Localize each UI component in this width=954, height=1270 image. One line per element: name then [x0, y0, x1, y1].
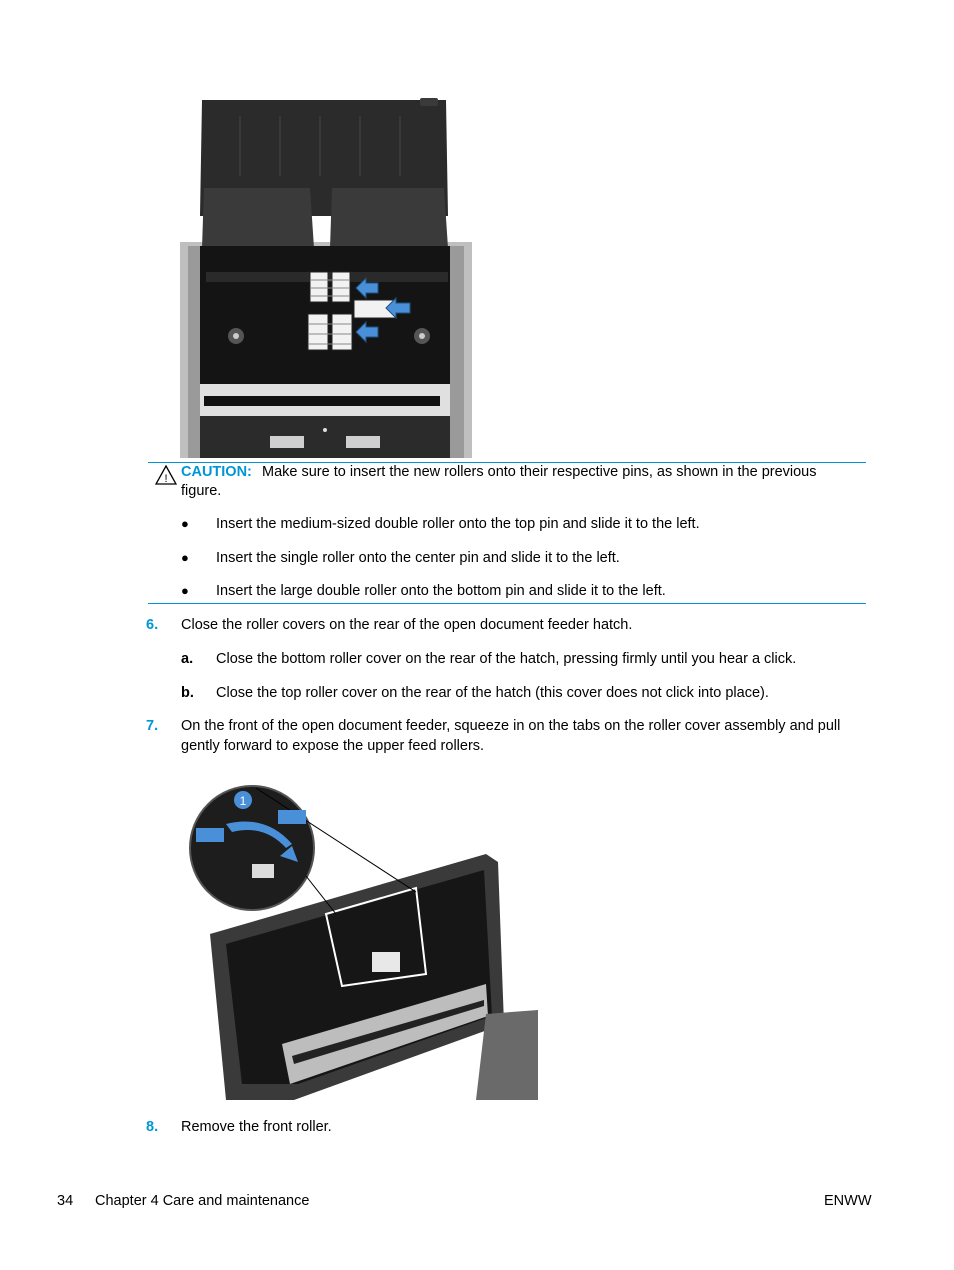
substep-text: Close the bottom roller cover on the rear of the hatch, pressing firmly until you hear a click.	[216, 651, 797, 667]
substep-label: b.	[181, 685, 194, 701]
step-text-continued: gently forward to expose the upper feed rollers.	[181, 738, 485, 754]
bullet-icon: ●	[181, 516, 189, 531]
svg-text:!: !	[164, 473, 168, 485]
warning-triangle-icon	[155, 465, 177, 485]
step-number: 8.	[146, 1119, 159, 1135]
page-number: 34	[57, 1193, 74, 1209]
caution-text: Make sure to insert the new rollers onto their respective pins, as shown in the previous	[262, 464, 817, 480]
caution-bullet-1: Insert the medium-sized double roller onto the top pin and slide it to the left.	[216, 516, 700, 532]
step-text: Close the roller covers on the rear of the open document feeder hatch.	[181, 617, 633, 633]
roller-insertion-figure	[180, 96, 472, 458]
step-number: 6.	[146, 617, 159, 633]
footer-right-label: ENWW	[824, 1193, 872, 1209]
caution-text-continued: figure.	[181, 483, 222, 499]
substep-label: a.	[181, 651, 194, 667]
caution-bullet-3: Insert the large double roller onto the bottom pin and slide it to the left.	[216, 583, 666, 599]
caution-bullet-2: Insert the single roller onto the center pin and slide it to the left.	[216, 550, 620, 566]
callout-number: 1	[239, 794, 247, 808]
step-text: Remove the front roller.	[181, 1119, 332, 1135]
roller-cover-figure	[186, 784, 538, 1102]
step-number: 7.	[146, 718, 159, 734]
step-text: On the front of the open document feeder, squeeze in on the tabs on the roller cover assembly and pull	[181, 718, 841, 734]
bullet-icon: ●	[181, 550, 189, 565]
caution-label: CAUTION:	[181, 464, 252, 480]
chapter-title: Chapter 4 Care and maintenance	[95, 1193, 310, 1209]
substep-text: Close the top roller cover on the rear of the hatch (this cover does not click into place).	[216, 685, 769, 701]
bullet-icon: ●	[181, 583, 189, 598]
